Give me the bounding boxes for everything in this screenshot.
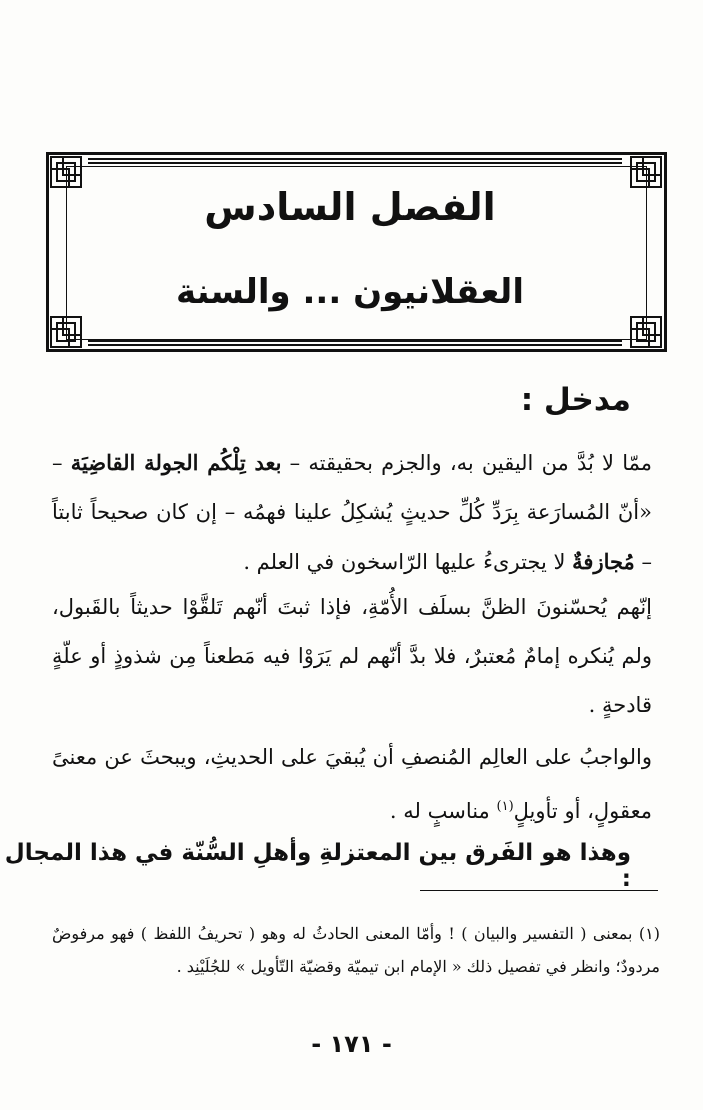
frame-bottom-band xyxy=(88,340,622,346)
ornament-corner-bottom-right xyxy=(628,314,664,350)
footnote-separator xyxy=(420,890,658,891)
chapter-subtitle: العقلانيون ... والسنة xyxy=(176,272,524,312)
paragraph-1-bold: بعد تِلْكُم الجولة القاضِيَة xyxy=(70,450,282,475)
paragraph-1-bold-2: مُجازفةٌ xyxy=(572,549,635,574)
paragraph-3-start: والواجبُ على العالِم المُنصفِ أن يُبقيَ على الحديثِ، ويبحثَ عن معنىً معقولٍ، أو تأويلٍ xyxy=(52,745,652,823)
ornament-corner-top-right xyxy=(628,154,664,190)
paragraph-1-quote: – «أنّ المُسارَعة بِرَدِّ كُلِّ حديثٍ يُشكِلُ علينا فهمُه – إن كان صحيحاً ثابتاً – xyxy=(52,451,652,574)
paragraph-1 xyxy=(52,438,652,587)
paragraph-2: إنّهم يُحسّنونَ الظنَّ بسلَف الأُمّةِ، فإذا ثبتَ أنّهم تَلقَّوْا حديثاً بالقَبول، ولم يُنكره إمامٌ مُعتبرٌ، فلا بدَّ أنّهم لم يَرَوْا فيه مَطعناً مِن شذوذٍ أو علّةٍ قادحةٍ . xyxy=(52,595,652,717)
conclusion-heading: وهذا هو الفَرق بين المعتزلةِ وأهلِ السُّنّة في هذا المجال : xyxy=(4,840,631,892)
footnote: (١) بمعنى ( التفسير والبيان ) ! وأمّا المعنى الحادثُ له وهو ( تحريفُ اللفظ ) فهو مرفوضٌ مردودٌ؛ وانظر في تفصيل ذلك « الإمام ابن تيميّة وقضيّة التّأويل » للجُلَيْنِد . xyxy=(52,924,660,976)
section-heading: مدخل : xyxy=(520,382,631,418)
chapter-title: الفصل السادس xyxy=(204,185,496,229)
paragraph-1-end: لا يجترىءُ عليها الرّاسخون في العلم . xyxy=(243,550,566,574)
paragraph-3 xyxy=(52,733,652,836)
paragraph-3-end: مناسبٍ له . xyxy=(389,799,490,823)
ornament-corner-bottom-left xyxy=(48,314,84,350)
ornament-corner-top-left xyxy=(48,154,84,190)
frame-top-band xyxy=(88,158,622,164)
page-number: - ١٧١ - xyxy=(311,1030,392,1058)
paragraph-1-start: ممّا لا بُدَّ من اليقين به، والجزم بحقيقته – xyxy=(289,451,652,475)
footnote-ref[interactable]: (١) xyxy=(496,799,514,814)
